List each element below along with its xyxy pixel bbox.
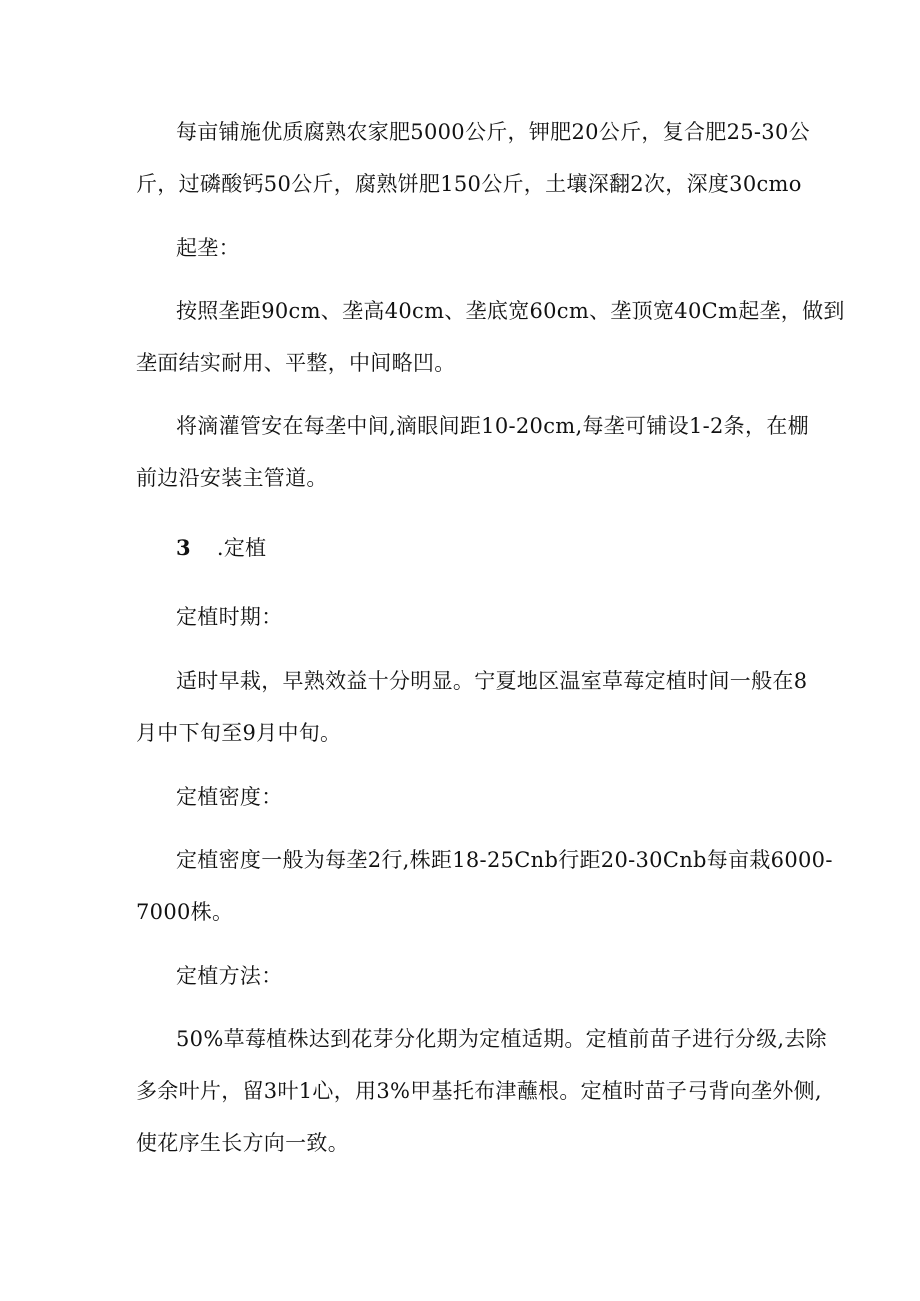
paragraph-drip-line-2: 前边沿安装主管道。 bbox=[136, 466, 328, 490]
paragraph-ridge-line-1: 按照垄距90cm、垄高40cm、垄底宽60cm、垄顶宽40Cm起垄，做到 bbox=[176, 299, 845, 323]
paragraph-method-line-3: 使花序生长方向一致。 bbox=[136, 1131, 349, 1155]
ridge-label: 起垄： bbox=[176, 236, 240, 260]
paragraph-method-line-1: 50%草莓植株达到花芽分化期为定植适期。定植前苗子进行分级,去除 bbox=[176, 1027, 827, 1051]
paragraph-period-line-2: 月中下旬至9月中旬。 bbox=[136, 721, 342, 745]
paragraph-fertilizer-line-1: 每亩铺施优质腐熟农家肥5000公斤，钾肥20公斤，复合肥25-30公 bbox=[176, 120, 810, 144]
paragraph-ridge-line-2: 垄面结实耐用、平整，中间略凹。 bbox=[136, 351, 456, 375]
paragraph-method-line-2: 多余叶片，留3叶1心，用3%甲基托布津蘸根。定植时苗子弓背向垄外侧, bbox=[136, 1079, 822, 1103]
planting-density-label: 定植密度： bbox=[176, 785, 283, 809]
paragraph-period-line-1: 适时早栽，早熟效益十分明显。宁夏地区温室草莓定植时间一般在8 bbox=[176, 669, 808, 693]
paragraph-density-line-1: 定植密度一般为每垄2行,株距18-25Cnb行距20-30Cnb每亩栽6000- bbox=[176, 848, 833, 872]
paragraph-drip-line-1: 将滴灌管安在每垄中间,滴眼间距10-20cm,每垄可铺设1-2条，在棚 bbox=[176, 414, 809, 438]
paragraph-density-line-2: 7000株。 bbox=[136, 900, 234, 924]
section-number: 3 bbox=[176, 535, 191, 560]
section-heading bbox=[176, 534, 266, 562]
planting-method-label: 定植方法： bbox=[176, 964, 283, 988]
paragraph-fertilizer-line-2: 斤，过磷酸钙50公斤，腐熟饼肥150公斤，土壤深翻2次，深度30cmo bbox=[136, 172, 802, 196]
section-title: .定植 bbox=[216, 536, 267, 560]
planting-period-label: 定植时期： bbox=[176, 605, 283, 629]
